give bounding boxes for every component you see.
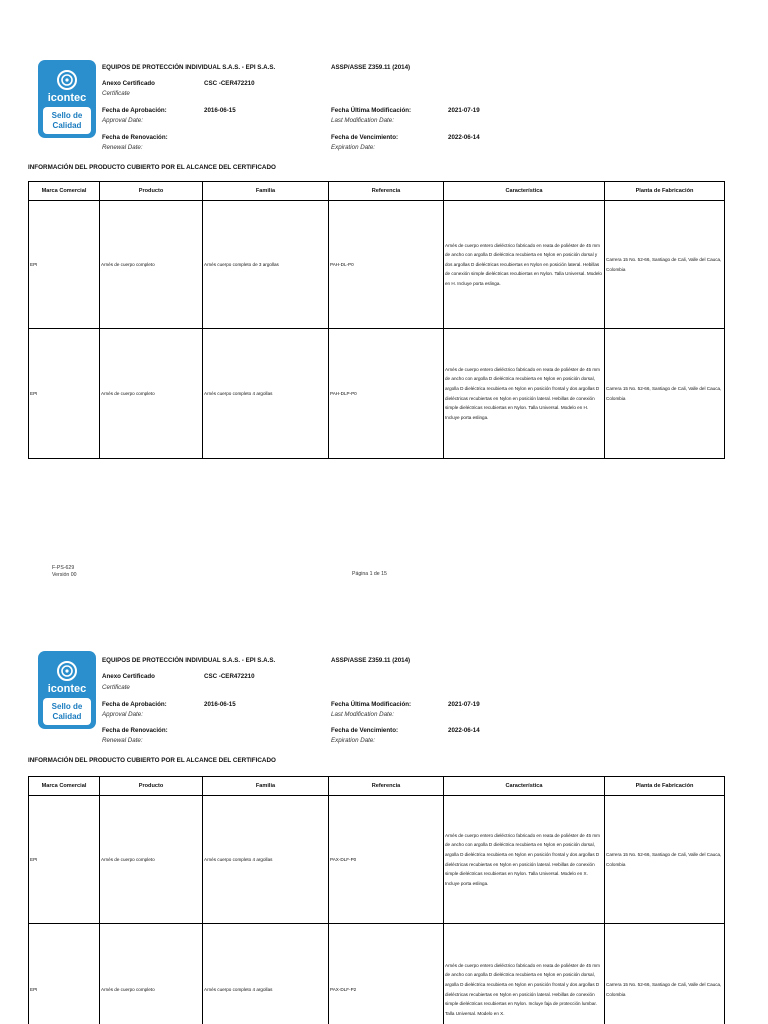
modified-value: 2021-07-19: [448, 107, 480, 114]
logo-seal-text-1: Sello de: [51, 702, 83, 711]
cell-feature: Arnés de cuerpo entero dieléctrico fabricado en reata de poliéster de 45 mm de ancho con argolla D dieléctrica recubierta en Nylon en posición dorsal y dos argollas D dieléctricas recubiertas en Nylon en posición lateral. Hebillas de conexión simple dieléctricas recubiertas en Nylon. Talla Universal. Modelo en H. Incluye porta eslinga.: [444, 201, 605, 329]
form-code: F-PS-629: [52, 565, 75, 571]
col-header-product: Producto: [100, 182, 203, 201]
product-table: [28, 776, 725, 1024]
icontec-logo: [38, 651, 96, 729]
renewal-label: Fecha de Renovación:: [102, 134, 168, 141]
annex-label: Anexo Certificado: [102, 673, 155, 680]
icontec-logo: [38, 60, 96, 138]
expiry-label-en: Expiration Date:: [331, 737, 376, 744]
expiry-label: Fecha de Vencimiento:: [331, 727, 399, 734]
expiry-value: 2022-06-14: [448, 727, 480, 734]
cell-family: Arnés cuerpo completo 4 argollas: [203, 796, 329, 924]
logo-brand-text: icontec: [47, 683, 87, 695]
table-header-row: [29, 182, 725, 201]
cell-product: Arnés de cuerpo completo: [100, 924, 203, 1024]
modified-value: 2021-07-19: [448, 701, 480, 708]
modified-label-en: Last Modification Date:: [331, 711, 394, 718]
cell-product: Arnés de cuerpo completo: [100, 796, 203, 924]
approval-label: Fecha de Aprobación:: [102, 107, 167, 114]
cell-plant: Carrera 15 No. 52-66, Santiago de Cali, Valle del Cauca, Colombia: [605, 924, 725, 1024]
modified-label: Fecha Última Modificación:: [331, 107, 412, 114]
annex-label-en: Certificate: [102, 90, 130, 97]
table-header-row: [29, 777, 725, 796]
approval-value: 2016-06-15: [204, 701, 236, 708]
cell-family: Arnés cuerpo completo 4 argollas: [203, 924, 329, 1024]
approval-label: Fecha de Aprobación:: [102, 701, 167, 708]
renewal-label-en: Renewal Date:: [102, 737, 143, 744]
table-row: [29, 329, 725, 459]
modified-label: Fecha Última Modificación:: [331, 701, 412, 708]
company-name: EQUIPOS DE PROTECCIÓN INDIVIDUAL S.A.S. - EPI S.A.S.: [102, 64, 276, 71]
standard-code: ASSP/ASSE Z359.11 (2014): [331, 64, 411, 71]
expiry-label: Fecha de Vencimiento:: [331, 134, 399, 141]
col-header-reference: Referencia: [329, 777, 444, 796]
expiry-label-en: Expiration Date:: [331, 144, 376, 151]
annex-value: CSC -CER472210: [204, 80, 255, 87]
approval-label-en: Approval Date:: [102, 117, 143, 124]
renewal-label: Fecha de Renovación:: [102, 727, 168, 734]
modified-label-en: Last Modification Date:: [331, 117, 394, 124]
page-number: Página 1 de 15: [352, 571, 387, 577]
col-header-feature: Característica: [444, 182, 605, 201]
product-table: [28, 181, 725, 459]
annex-value: CSC -CER472210: [204, 673, 255, 680]
form-code-block: [52, 565, 77, 578]
cell-brand: EPI: [29, 924, 100, 1024]
logo-seal-text-1: Sello de: [51, 111, 83, 120]
standard-code: ASSP/ASSE Z359.11 (2014): [331, 657, 411, 664]
cell-family: Arnés cuerpo completo 4 argollas: [203, 329, 329, 459]
cell-plant: Carrera 15 No. 52-66, Santiago de Cali, Valle del Cauca, Colombia: [605, 329, 725, 459]
approval-label-en: Approval Date:: [102, 711, 143, 718]
annex-label-en: Certificate: [102, 684, 130, 691]
form-version: Versión 00: [52, 571, 77, 578]
cell-brand: EPI: [29, 329, 100, 459]
cell-plant: Carrera 15 No. 52-66, Santiago de Cali, Valle del Cauca, Colombia: [605, 201, 725, 329]
logo-seal-text-2: Calidad: [52, 121, 82, 130]
company-name: EQUIPOS DE PROTECCIÓN INDIVIDUAL S.A.S. - EPI S.A.S.: [102, 657, 276, 664]
cell-feature: Arnés de cuerpo entero dieléctrico fabricado en reata de poliéster de 45 mm de ancho con argolla D dieléctrica recubierta en Nylon en posición dorsal, argolla D dieléctrica recubierta en Nylon en posición frontal y dos argollas D dieléctricas recubiertas en Nylon en posición lateral. Hebillas de conexión simple dieléctricas recubiertas en Nylon. Talla Universal. Modelo en H. Incluye porta eslinga.: [444, 329, 605, 459]
col-header-feature: Característica: [444, 777, 605, 796]
col-header-brand: Marca Comercial: [29, 182, 100, 201]
cell-feature: Arnés de cuerpo entero dieléctrico fabricado en reata de poliéster de 45 mm de ancho con argolla D dieléctrica recubierta en Nylon en posición dorsal, argolla D dieléctrica recubierta en Nylon en posición frontal y dos argollas D dieléctricas recubiertas en Nylon en posición lateral. Hebillas de conexión simple dieléctricas recubiertas en Nylon. Incluye faja de protección lumbar. Talla Universal. Modelo en X.: [444, 924, 605, 1024]
col-header-product: Producto: [100, 777, 203, 796]
col-header-family: Familia: [203, 777, 329, 796]
cell-product: Arnés de cuerpo completo: [100, 329, 203, 459]
col-header-family: Familia: [203, 182, 329, 201]
table-row: [29, 796, 725, 924]
logo-brand-text: icontec: [47, 92, 87, 104]
annex-label: Anexo Certificado: [102, 80, 155, 87]
cell-reference: PAH-DL-P0: [329, 201, 444, 329]
expiry-value: 2022-06-14: [448, 134, 480, 141]
col-header-plant: Planta de Fabricación: [605, 182, 725, 201]
section-title: INFORMACIÓN DEL PRODUCTO CUBIERTO POR EL ALCANCE DEL CERTIFICADO: [28, 164, 276, 171]
cell-family: Arnés cuerpo completo de 3 argollas: [203, 201, 329, 329]
logo-seal-text-2: Calidad: [52, 712, 82, 721]
col-header-plant: Planta de Fabricación: [605, 777, 725, 796]
table-row: [29, 924, 725, 1024]
col-header-brand: Marca Comercial: [29, 777, 100, 796]
cell-feature: Arnés de cuerpo entero dieléctrico fabricado en reata de poliéster de 45 mm de ancho con argolla D dieléctrica recubierta en Nylon en posición dorsal, argolla D dieléctrica recubierta en Nylon en posición frontal y dos argollas D dieléctricas recubiertas en Nylon en posición lateral. Hebillas de conexión simple dieléctricas recubiertas en Nylon. Talla Universal. Modelo en X. Incluye porta eslinga.: [444, 796, 605, 924]
approval-value: 2016-06-15: [204, 107, 236, 114]
cell-brand: EPI: [29, 201, 100, 329]
cell-reference: PAX-DLF-P2: [329, 924, 444, 1024]
cell-product: Arnés de cuerpo completo: [100, 201, 203, 329]
renewal-label-en: Renewal Date:: [102, 144, 143, 151]
col-header-reference: Referencia: [329, 182, 444, 201]
cell-brand: EPI: [29, 796, 100, 924]
section-title: INFORMACIÓN DEL PRODUCTO CUBIERTO POR EL ALCANCE DEL CERTIFICADO: [28, 757, 276, 764]
cell-reference: PAH-DLP-P0: [329, 329, 444, 459]
document-page-2: [0, 610, 768, 1024]
table-row: [29, 201, 725, 329]
cell-reference: PAX-DLF-P0: [329, 796, 444, 924]
cell-plant: Carrera 15 No. 52-66, Santiago de Cali, Valle del Cauca, Colombia: [605, 796, 725, 924]
